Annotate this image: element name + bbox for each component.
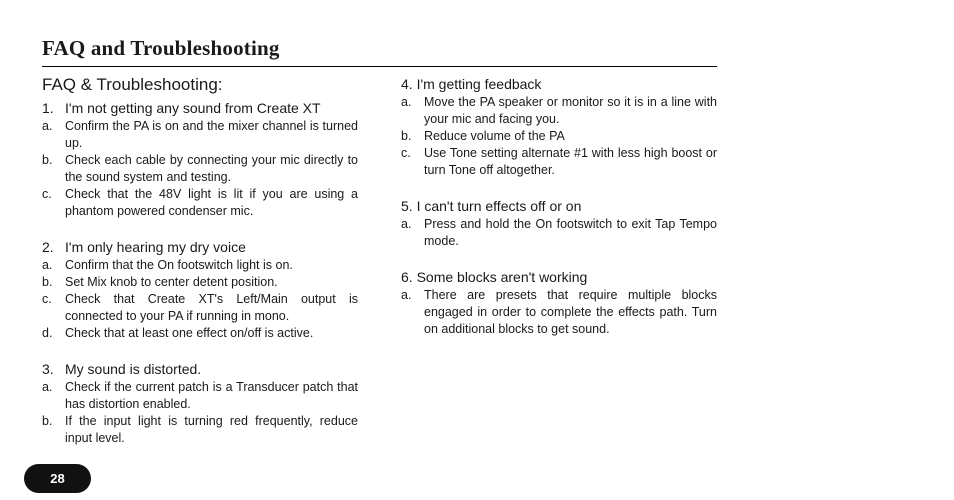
- answer-label: a.: [401, 217, 412, 231]
- answer-label: b.: [401, 129, 412, 143]
- faq-question: [42, 360, 358, 379]
- title-divider: [42, 66, 717, 67]
- faq-section-4: [401, 75, 717, 179]
- page-number-badge: 28: [24, 464, 91, 493]
- answer-item: [42, 257, 358, 274]
- answer-label: c.: [42, 187, 52, 201]
- answer-text: Check if the current patch is a Transducer patch that has distortion enabled.: [65, 380, 358, 411]
- faq-question: 6. Some blocks aren't working: [401, 269, 588, 285]
- answer-item: [42, 291, 358, 325]
- answer-label: a.: [42, 119, 53, 133]
- answer-item: [42, 186, 358, 220]
- answer-text: Check that at least one effect on/off is active.: [65, 326, 314, 340]
- page-title: FAQ and Troubleshooting: [42, 36, 280, 60]
- question-text: I'm not getting any sound from Create XT: [65, 100, 321, 116]
- answer-text: Confirm the PA is on and the mixer channel is turned up.: [65, 119, 358, 150]
- answer-item: [42, 379, 358, 413]
- answer-text: Check that the 48V light is lit if you are using a phantom powered condenser mic.: [65, 187, 358, 218]
- answer-item: [42, 413, 358, 447]
- section-subtitle: FAQ & Troubleshooting:: [42, 75, 223, 94]
- answer-label: a.: [42, 258, 53, 272]
- answer-item: [42, 274, 358, 291]
- answer-text: Set Mix knob to center detent position.: [65, 275, 278, 289]
- answer-text: Check that Create XT's Left/Main output is connected to your PA if running in mono.: [65, 292, 358, 323]
- answer-item: [42, 118, 358, 152]
- faq-question: [42, 238, 358, 257]
- answer-label: d.: [42, 326, 53, 340]
- answer-label: b.: [42, 414, 53, 428]
- answer-text: Use Tone setting alternate #1 with less high boost or turn Tone off altogether.: [424, 146, 717, 177]
- question-number: 3.: [42, 361, 54, 377]
- answer-item: [401, 145, 717, 179]
- answer-item: [401, 216, 717, 250]
- answer-item: [42, 325, 358, 342]
- faq-question: [42, 99, 358, 118]
- answer-text: If the input light is turning red frequently, reduce input level.: [65, 414, 358, 445]
- faq-question: 4. I'm getting feedback: [401, 76, 542, 92]
- answer-text: Check each cable by connecting your mic directly to the sound system and testing.: [65, 153, 358, 184]
- answer-item: [401, 128, 717, 145]
- answer-item: [401, 287, 717, 338]
- question-text: I'm only hearing my dry voice: [65, 239, 246, 255]
- answer-label: a.: [42, 380, 53, 394]
- answer-text: There are presets that require multiple blocks engaged in order to complete the effects path. Turn on additional blocks to get sound.: [424, 288, 717, 336]
- answer-label: c.: [401, 146, 411, 160]
- answer-text: Move the PA speaker or monitor so it is in a line with your mic and facing you.: [424, 95, 717, 126]
- question-number: 2.: [42, 239, 54, 255]
- left-column: [42, 75, 358, 465]
- answer-text: Reduce volume of the PA: [424, 129, 565, 143]
- answer-item: [42, 152, 358, 186]
- faq-section-6: [401, 268, 717, 338]
- answer-label: b.: [42, 275, 53, 289]
- faq-section-2: [42, 238, 358, 342]
- answer-text: Press and hold the On footswitch to exit Tap Tempo mode.: [424, 217, 717, 248]
- right-column: [401, 75, 717, 356]
- faq-section-5: [401, 197, 717, 250]
- answer-label: a.: [401, 95, 412, 109]
- answer-label: b.: [42, 153, 53, 167]
- question-number: 1.: [42, 100, 54, 116]
- question-text: My sound is distorted.: [65, 361, 202, 377]
- faq-section-1: [42, 99, 358, 220]
- faq-section-3: [42, 360, 358, 447]
- answer-item: [401, 94, 717, 128]
- answer-label: c.: [42, 292, 52, 306]
- answer-text: Confirm that the On footswitch light is on.: [65, 258, 293, 272]
- faq-question: 5. I can't turn effects off or on: [401, 198, 582, 214]
- answer-label: a.: [401, 288, 412, 302]
